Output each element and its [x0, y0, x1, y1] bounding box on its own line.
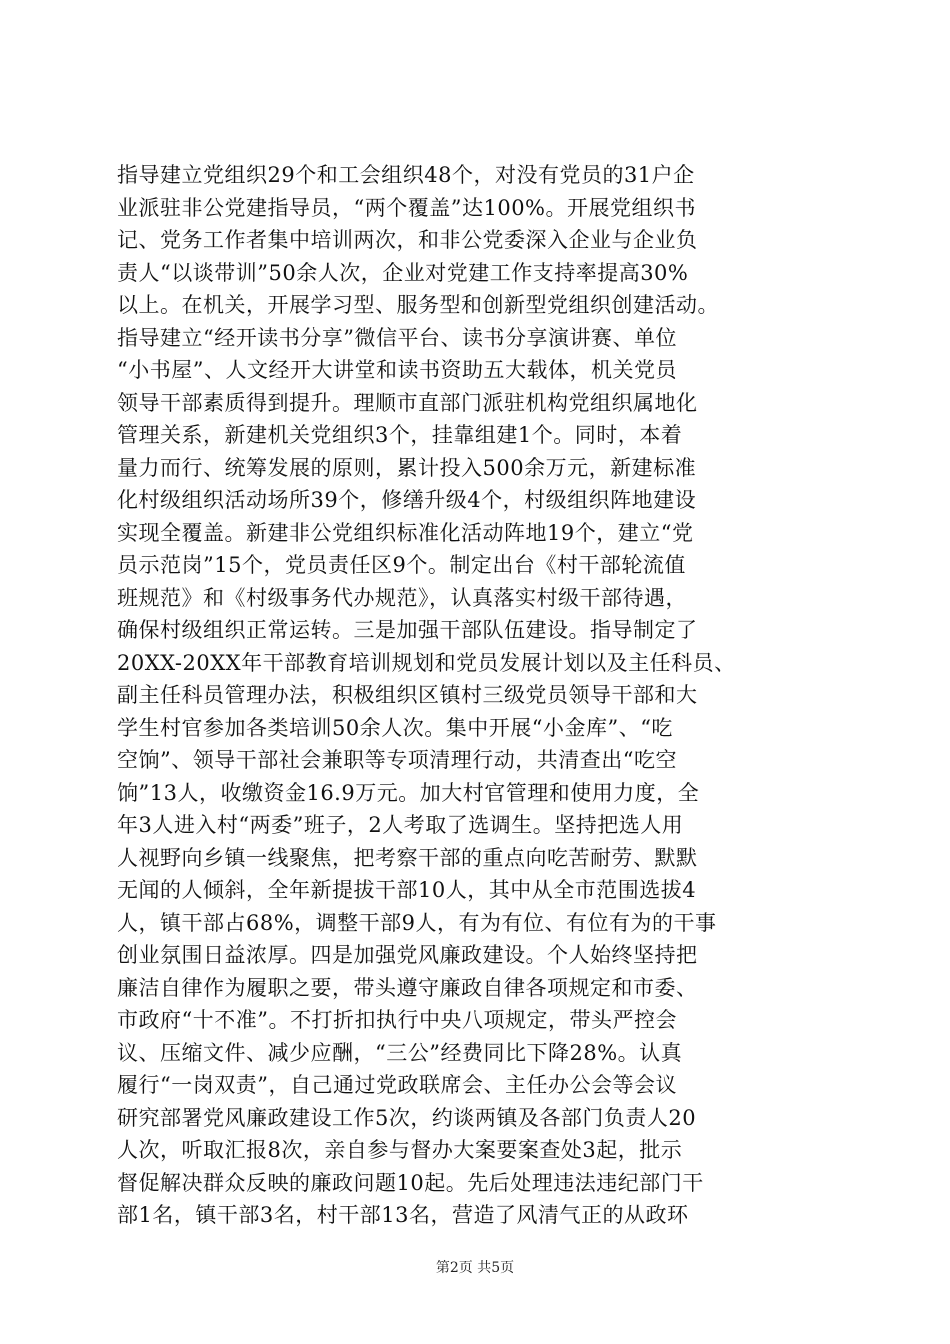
text-line: 人视野向乡镇一线聚焦，把考察干部的重点向吃苦耐劳、默默: [117, 845, 698, 870]
text-line: 量力而行、统筹发展的原则，累计投入500余万元，新建标准: [117, 455, 697, 480]
text-line: 饷”13人，收缴资金16.9万元。加大村官管理和使用力度，全: [117, 780, 700, 805]
text-line: 化村级组织活动场所39个，修缮升级4个，村级组织阵地建设: [117, 488, 697, 512]
text-line: 年3人进入村“两委”班子，2人考取了选调生。坚持把选人用: [117, 813, 684, 837]
text-line: 市政府“十不准”。不打折扣执行中央八项规定，带头严控会: [117, 1008, 677, 1032]
text-line: 副主任科员管理办法，积极组织区镇村三级党员领导干部和大: [117, 683, 698, 707]
text-line: 创业氛围日益浓厚。四是加强党风廉政建设。个人始终坚持把: [117, 943, 698, 967]
page-footer: 第2页 共5页: [435, 1260, 515, 1276]
text-line: 部1名，镇干部3名，村干部13名，营造了风清气正的从政环: [117, 1203, 689, 1227]
text-line: 管理关系，新建机关党组织3个，挂靠组建1个。同时，本着: [117, 423, 683, 447]
body-text: [117, 159, 857, 1232]
text-line: 空饷”、领导干部社会兼职等专项清理行动，共清查出“吃空: [117, 748, 677, 772]
text-line: 廉洁自律作为履职之要，带头遵守廉政自律各项规定和市委、: [117, 975, 698, 1000]
text-line: 确保村级组织正常运转。三是加强干部队伍建设。指导制定了: [117, 618, 698, 642]
text-line: 业派驻非公党建指导员，“两个覆盖”达100%。开展党组织书: [117, 195, 697, 220]
text-line: 20XX-20XX年干部教育培训规划和党员发展计划以及主任科员、: [117, 650, 736, 675]
text-line: 研究部署党风廉政建设工作5次，约谈两镇及各部门负责人20: [117, 1105, 697, 1130]
text-line: 履行“一岗双责”，自己通过党政联席会、主任办公会等会议: [117, 1073, 677, 1097]
text-line: 指导建立“经开读书分享”微信平台、读书分享演讲赛、单位: [117, 325, 677, 350]
text-line: 议、压缩文件、减少应酬，“三公”经费同比下降28%。认真: [117, 1040, 683, 1065]
text-line: “小书屋”、人文经开大讲堂和读书资助五大载体，机关党员: [117, 358, 677, 382]
text-line: 责人“以谈带训”50余人次，企业对党建工作支持率提高30%: [117, 260, 689, 285]
text-line: 指导建立党组织29个和工会组织48个，对没有党员的31户企: [117, 163, 695, 187]
text-line: 员示范岗”15个，党员责任区9个。制定出台《村干部轮流值: [117, 553, 686, 577]
text-line: 实现全覆盖。新建非公党组织标准化活动阵地19个，建立“党: [117, 520, 694, 545]
text-line: 人，镇干部占68%，调整干部9人，有为有位、有位有为的干事: [117, 910, 717, 935]
text-line: 以上。在机关，开展学习型、服务型和创新型党组织创建活动。: [117, 293, 719, 317]
text-line: 人次，听取汇报8次，亲自参与督办大案要案查处3起，批示: [117, 1138, 683, 1162]
text-line: 记、党务工作者集中培训两次，和非公党委深入企业与企业负: [117, 228, 698, 252]
text-line: 领导干部素质得到提升。理顺市直部门派驻机构党组织属地化: [117, 390, 698, 415]
text-line: 学生村官参加各类培训50余人次。集中开展“小金库”、“吃: [117, 715, 673, 740]
text-line: 无闻的人倾斜，全年新提拔干部10人，其中从全市范围选拔4: [117, 878, 697, 902]
text-line: 班规范》和《村级事务代办规范》，认真落实村级干部待遇，: [117, 585, 687, 610]
text-line: 督促解决群众反映的廉政问题10起。先后处理违法违纪部门干: [117, 1170, 704, 1195]
